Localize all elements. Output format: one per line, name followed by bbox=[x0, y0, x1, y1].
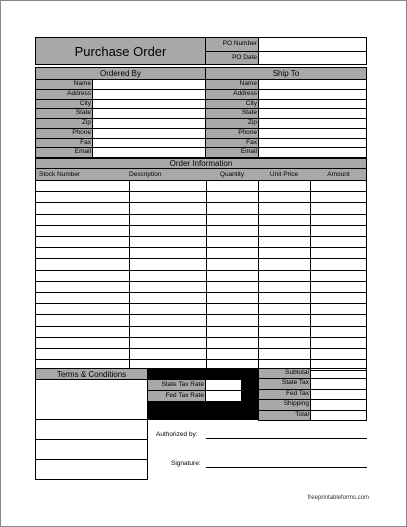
total-label: Subtotal bbox=[285, 369, 309, 376]
note-box[interactable] bbox=[35, 419, 148, 440]
total-label: Shipping bbox=[283, 400, 309, 408]
total-value-field[interactable] bbox=[310, 410, 367, 421]
ship-to-field-input[interactable] bbox=[258, 147, 367, 158]
tax-black-band-bottom bbox=[147, 401, 259, 420]
ordered-by-field-label: State bbox=[75, 109, 91, 117]
column-amount: Amount bbox=[327, 171, 350, 178]
column-description: Description bbox=[129, 171, 162, 178]
ordered-by-field-label: Email bbox=[74, 148, 91, 156]
ship-to-heading: Ship To bbox=[272, 69, 300, 78]
authorized-by-label: Authorized by: bbox=[156, 431, 198, 438]
po-date-field[interactable] bbox=[258, 51, 367, 65]
ship-to-field-label: Zip bbox=[247, 119, 257, 126]
terms-body[interactable] bbox=[35, 379, 148, 420]
ordered-by-field-label: Address bbox=[67, 89, 91, 97]
ship-to-field-label: Email bbox=[240, 148, 257, 156]
column-quantity: Quantity bbox=[219, 171, 245, 178]
total-label: Total bbox=[295, 410, 309, 418]
ordered-by-field-label: Fax bbox=[80, 138, 91, 146]
authorized-by-line[interactable] bbox=[206, 438, 367, 439]
signature-label: Signature: bbox=[171, 460, 201, 467]
ordered-by-field-label: City bbox=[79, 99, 91, 107]
total-label: State Tax bbox=[282, 379, 309, 387]
po-date-label: PO Date bbox=[232, 54, 257, 61]
ship-to-field-label: Fax bbox=[246, 138, 257, 146]
fed-tax-rate-label: Fed Tax Rate bbox=[165, 392, 204, 399]
signature-line[interactable] bbox=[206, 467, 367, 468]
column-unit-price: Unit Price bbox=[269, 171, 299, 178]
ship-to-field-label: State bbox=[241, 109, 257, 117]
terms-heading: Terms & Conditions bbox=[56, 370, 127, 379]
note-box[interactable] bbox=[35, 439, 148, 460]
ordered-by-heading: Ordered By bbox=[100, 69, 141, 78]
ship-to-field-label: Name bbox=[239, 80, 257, 87]
ordered-by-field-label: Zip bbox=[81, 119, 91, 126]
po-number-field[interactable] bbox=[258, 37, 367, 52]
ship-to-field-label: Address bbox=[233, 89, 257, 97]
total-label: Fed Tax bbox=[285, 389, 309, 397]
ship-to-field-label: Phone bbox=[238, 128, 257, 136]
ordered-by-field-input[interactable] bbox=[92, 147, 206, 158]
ship-to-field-label: City bbox=[245, 99, 257, 107]
page-title: Purchase Order bbox=[74, 44, 167, 59]
ordered-by-field-label: Phone bbox=[72, 128, 91, 136]
note-box[interactable] bbox=[35, 459, 148, 480]
po-number-label: PO Number bbox=[222, 40, 257, 47]
footer-credit: freeprintableforms.com bbox=[307, 495, 369, 501]
state-tax-rate-label: State Tax Rate bbox=[161, 381, 204, 388]
order-info-heading: Order Information bbox=[169, 159, 233, 168]
column-stock-number: Stock Number bbox=[39, 171, 81, 178]
ordered-by-field-label: Name bbox=[73, 80, 91, 87]
